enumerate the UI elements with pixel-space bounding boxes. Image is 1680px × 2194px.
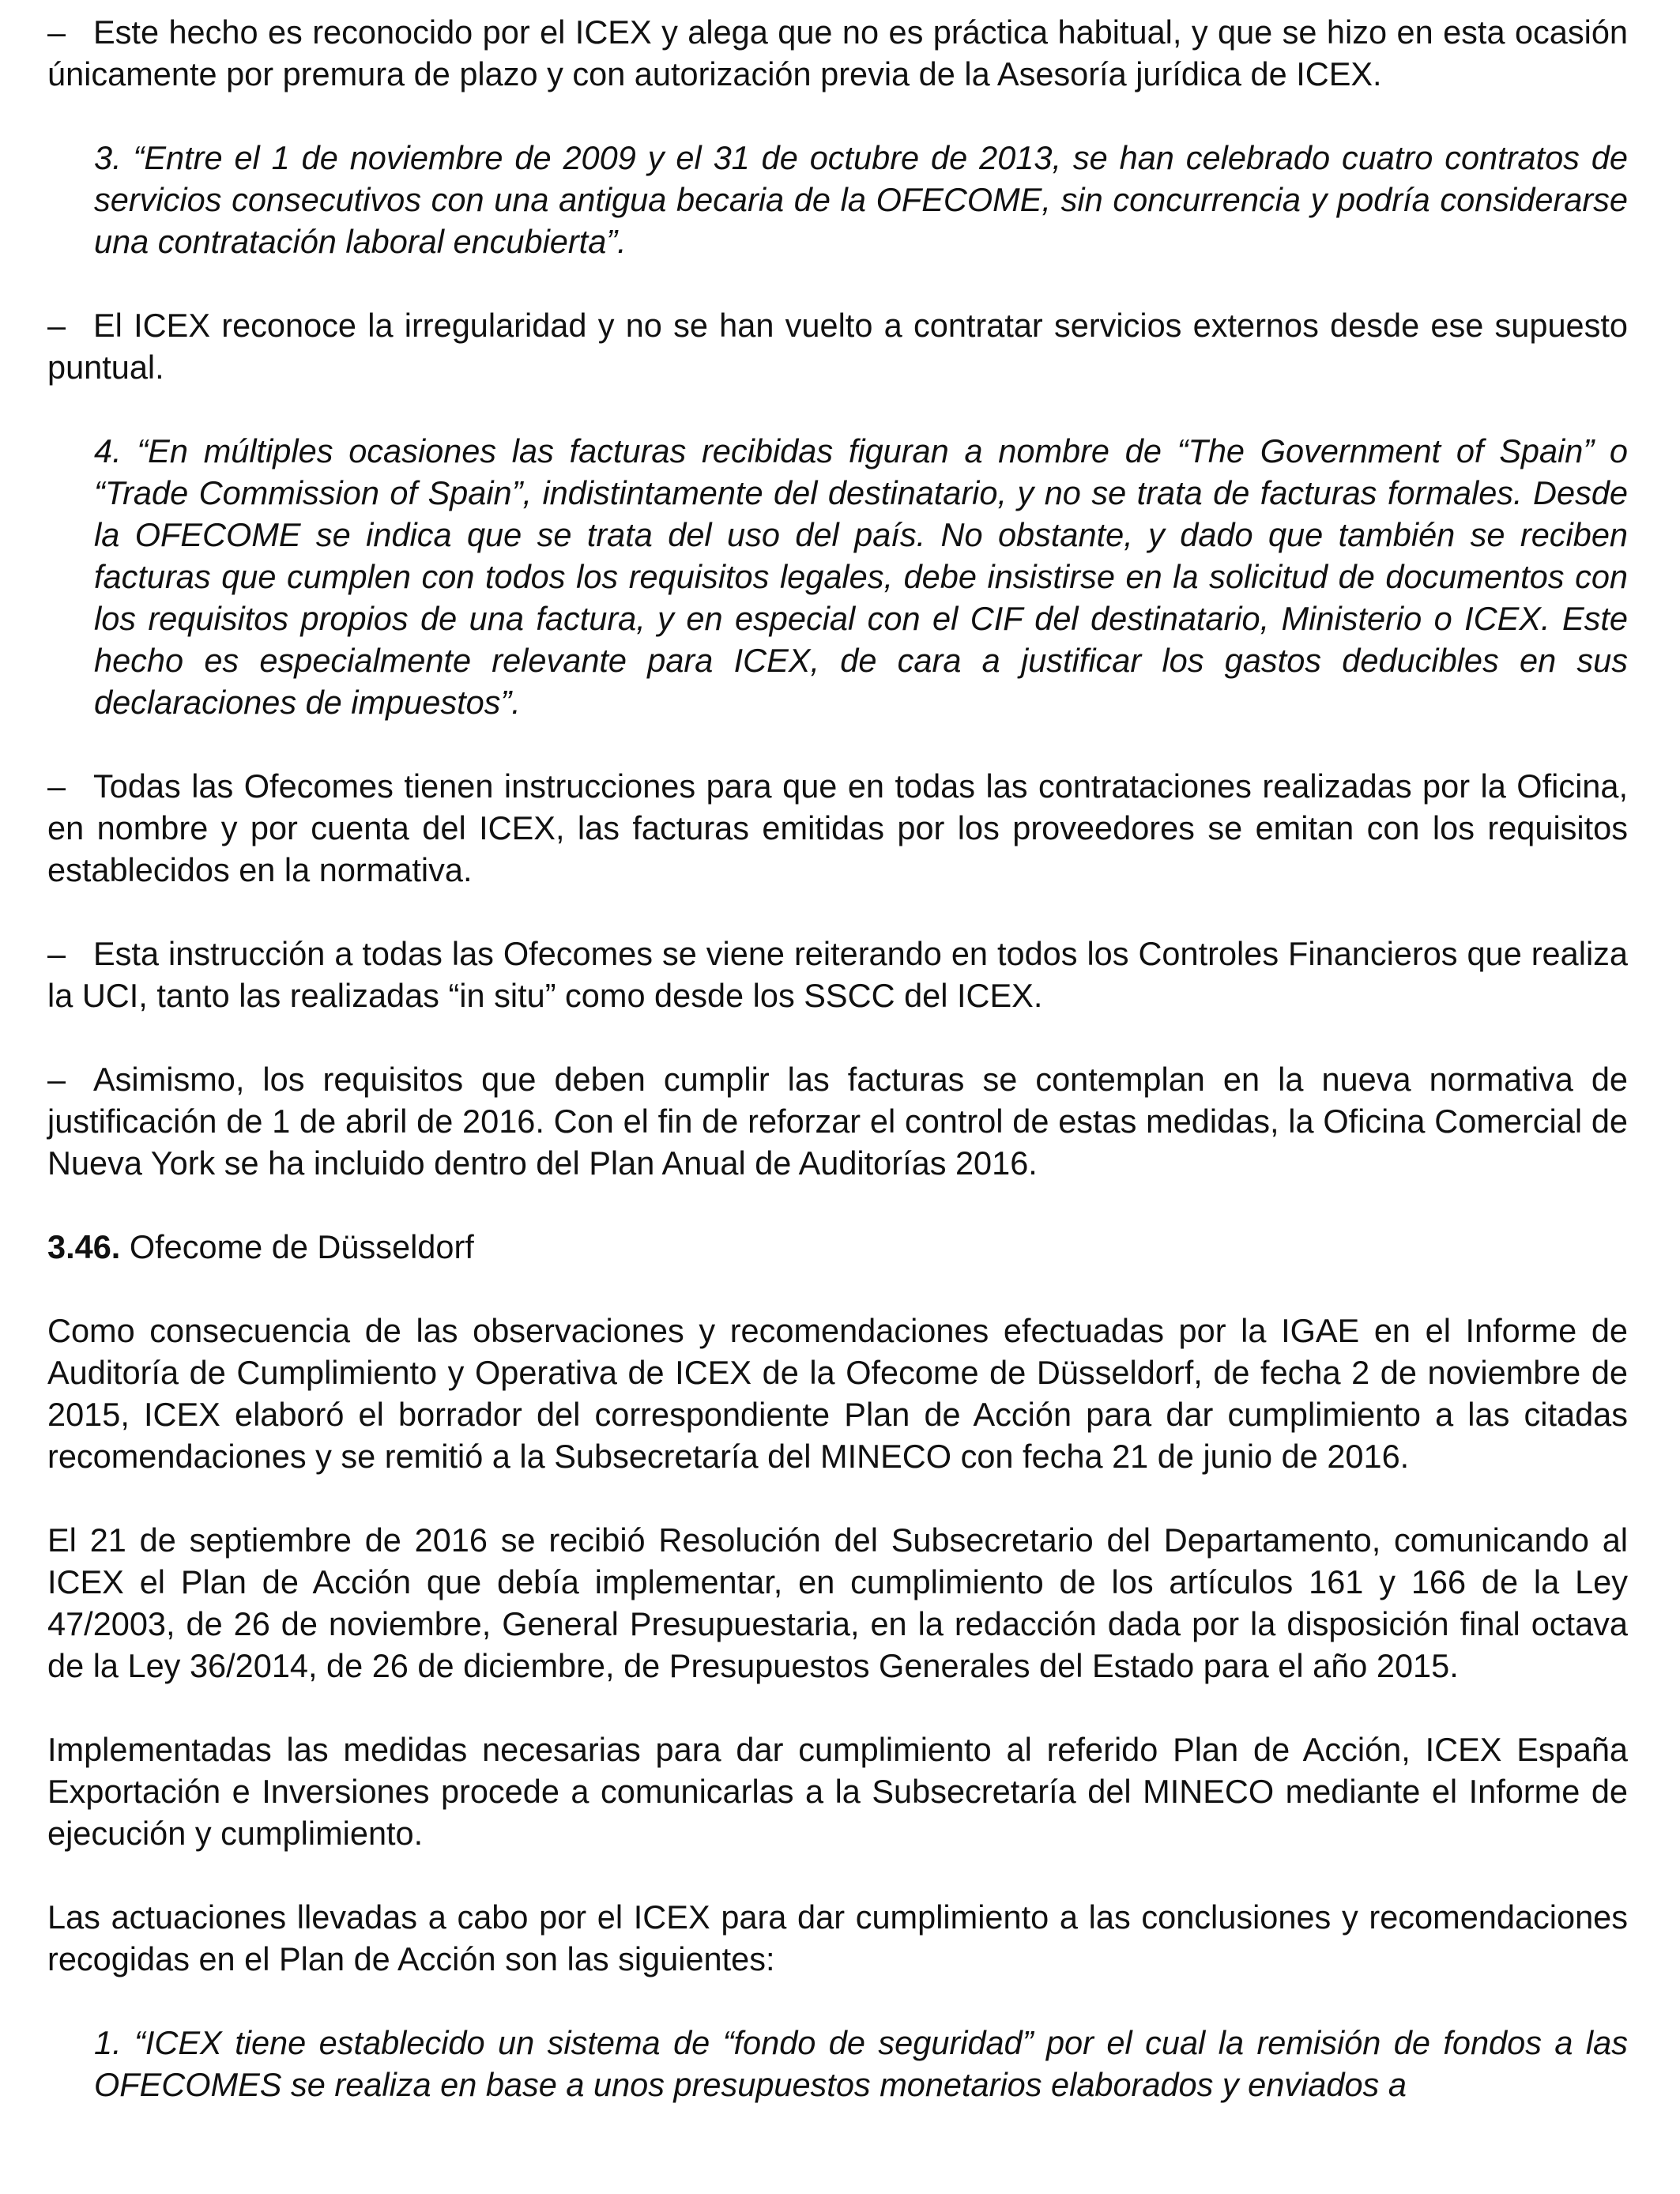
paragraph-text: Este hecho es reconocido por el ICEX y alega que no es práctica habitual, y que se hizo en esta ocasión únicamente por premura de plazo y con autorización previa de la Asesoría jurídica de ICEX.: [47, 13, 1628, 92]
dash-paragraph: [47, 304, 1628, 388]
paragraph-text: Asimismo, los requisitos que deben cumplir las facturas se contemplan en la nueva normativa de justificación de 1 de abril de 2016. Con el fin de reforzar el control de estas medidas, la Oficina Comercial de Nueva York se ha incluido dentro del Plan Anual de Auditorías 2016.: [47, 1061, 1628, 1182]
dash-paragraph: [47, 933, 1628, 1016]
paragraph-text: El ICEX reconoce la irregularidad y no se han vuelto a contratar servicios externos desde ese supuesto puntual.: [47, 307, 1628, 386]
document-page: [47, 11, 1628, 2105]
dash-paragraph: [47, 11, 1628, 95]
paragraph: El 21 de septiembre de 2016 se recibió Resolución del Subsecretario del Departamento, comunicando al ICEX el Plan de Acción que debía implementar, en cumplimiento de los artículos 161 y 166 de la Ley 47/2003, de 26 de noviembre, General Presupuestaria, en la redacción dada por la disposición final octava de la Ley 36/2014, de 26 de diciembre, de Presupuestos Generales del Estado para el año 2015.: [47, 1521, 1628, 1684]
paragraph: Implementadas las medidas necesarias para dar cumplimiento al referido Plan de Acción, ICEX España Exportación e Inversiones procede a comunicarlas a la Subsecretaría del MINECO mediante el Informe de ejecución y cumplimiento.: [47, 1731, 1628, 1852]
dash-bullet: –: [47, 307, 66, 344]
quoted-observation: 3. “Entre el 1 de noviembre de 2009 y el 31 de octubre de 2013, se han celebrado cuatro contratos de servicios consecutivos con una antigua becaria de la OFECOME, sin concurrencia y podría considerarse una contratación laboral encubierta”.: [94, 139, 1628, 260]
dash-bullet: –: [47, 935, 66, 972]
paragraph-text: Todas las Ofecomes tienen instrucciones para que en todas las contrataciones realizadas por la Oficina, en nombre y por cuenta del ICEX, las facturas emitidas por los proveedores se emitan con los requisitos establecidos en la normativa.: [47, 767, 1628, 888]
dash-bullet: –: [47, 767, 66, 805]
dash-paragraph: [47, 765, 1628, 891]
dash-paragraph: [47, 1058, 1628, 1184]
dash-bullet: –: [47, 1061, 66, 1098]
quoted-observation: 1. “ICEX tiene establecido un sistema de “fondo de seguridad” por el cual la remisión de fondos a las OFECOMES se realiza en base a unos presupuestos monetarios elaborados y enviados a: [94, 2024, 1628, 2103]
paragraph-text: Esta instrucción a todas las Ofecomes se viene reiterando en todos los Controles Financieros que realiza la UCI, tanto las realizadas “in situ” como desde los SSCC del ICEX.: [47, 935, 1628, 1014]
dash-bullet: –: [47, 13, 66, 51]
section-title: Ofecome de Düsseldorf: [129, 1228, 474, 1265]
section-number: 3.46.: [47, 1228, 121, 1265]
paragraph: Las actuaciones llevadas a cabo por el ICEX para dar cumplimiento a las conclusiones y recomendaciones recogidas en el Plan de Acción son las siguientes:: [47, 1898, 1628, 1977]
quoted-observation: 4. “En múltiples ocasiones las facturas recibidas figuran a nombre de “The Government of Spain” o “Trade Commission of Spain”, indistintamente del destinatario, y no se trata de facturas formales. Desde la OFECOME se indica que se trata del uso del país. No obstante, y dado que también se reciben facturas que cumplen con todos los requisitos legales, debe insistirse en la solicitud de documentos con los requisitos propios de una factura, y en especial con el CIF del destinatario, Ministerio o ICEX. Este hecho es especialmente relevante para ICEX, de cara a justificar los gastos deducibles en sus declaraciones de impuestos”.: [94, 432, 1628, 721]
section-heading: [47, 1226, 1628, 1268]
paragraph: Como consecuencia de las observaciones y recomendaciones efectuadas por la IGAE en el Informe de Auditoría de Cumplimiento y Operativa de ICEX de la Ofecome de Düsseldorf, de fecha 2 de noviembre de 2015, ICEX elaboró el borrador del correspondiente Plan de Acción para dar cumplimiento a las citadas recomendaciones y se remitió a la Subsecretaría del MINECO con fecha 21 de junio de 2016.: [47, 1312, 1628, 1475]
